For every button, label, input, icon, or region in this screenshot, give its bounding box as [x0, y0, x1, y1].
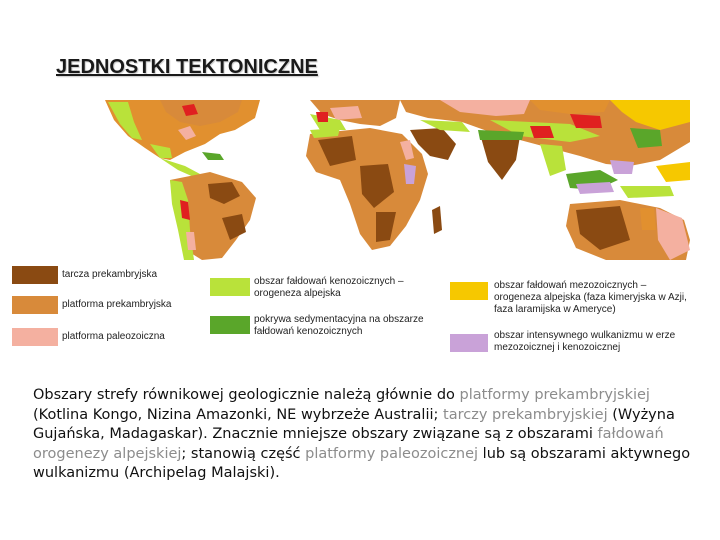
legend-swatch-precambrian-platform — [12, 296, 58, 314]
legend-swatch-paleozoic-platform — [12, 328, 58, 346]
link-precambrian-shield[interactable]: tarczy prekambryjskiej — [443, 406, 608, 423]
legend-swatch-volcanism — [450, 334, 488, 352]
map-legend — [10, 262, 690, 362]
tectonic-world-map — [10, 100, 690, 260]
legend-label: tarcza prekambryjska — [62, 269, 158, 280]
legend-swatch-sedimentary-cover — [210, 316, 250, 334]
description-text: Obszary strefy równikowej geologicznie należą głównie do — [33, 387, 460, 403]
description-text: lub są obszarami aktywnego wulkanizmu (Archipelag Malajski). — [33, 445, 691, 481]
legend-label: pokrywa sedymentacyjna na obszarze fałdowań kenozoicznych — [254, 314, 424, 337]
description-paragraph — [33, 386, 703, 484]
legend-label: platforma prekambryjska — [62, 299, 172, 310]
legend-label: obszar fałdowań kenozoicznych – orogeneza alpejska — [254, 276, 404, 299]
link-paleozoic-platform[interactable]: platformy paleozoicznej — [305, 445, 479, 462]
description-text: (Wyżyna Gujańska, Madagaskar). Znacznie mniejsze obszary związane są z obszarami — [33, 406, 675, 442]
legend-swatch-cenozoic-folding — [210, 278, 250, 296]
legend-swatch-mesozoic-folding — [450, 282, 488, 300]
legend-swatch-precambrian-shield — [12, 266, 58, 284]
link-alpine-orogeny[interactable]: fałdowań orogenezy alpejskiej — [33, 426, 664, 462]
page-title: JEDNOSTKI TEKTONICZNE — [56, 56, 318, 78]
description-text: (Kotlina Kongo, Nizina Amazonki, NE wybrzeże Australii; — [33, 406, 444, 423]
legend-label: platforma paleozoiczna — [62, 331, 165, 342]
description-text: ; stanowią część — [181, 445, 306, 462]
legend-label: obszar intensywnego wulkanizmu w erze mezozoicznej i kenozoicznej — [494, 330, 676, 353]
link-precambrian-platform[interactable]: platformy prekambryjskiej — [459, 387, 650, 403]
legend-label: obszar fałdowań mezozoicznych – orogeneza alpejska (faza kimeryjska w Azji, faza laramijska w Ameryce) — [494, 280, 687, 315]
